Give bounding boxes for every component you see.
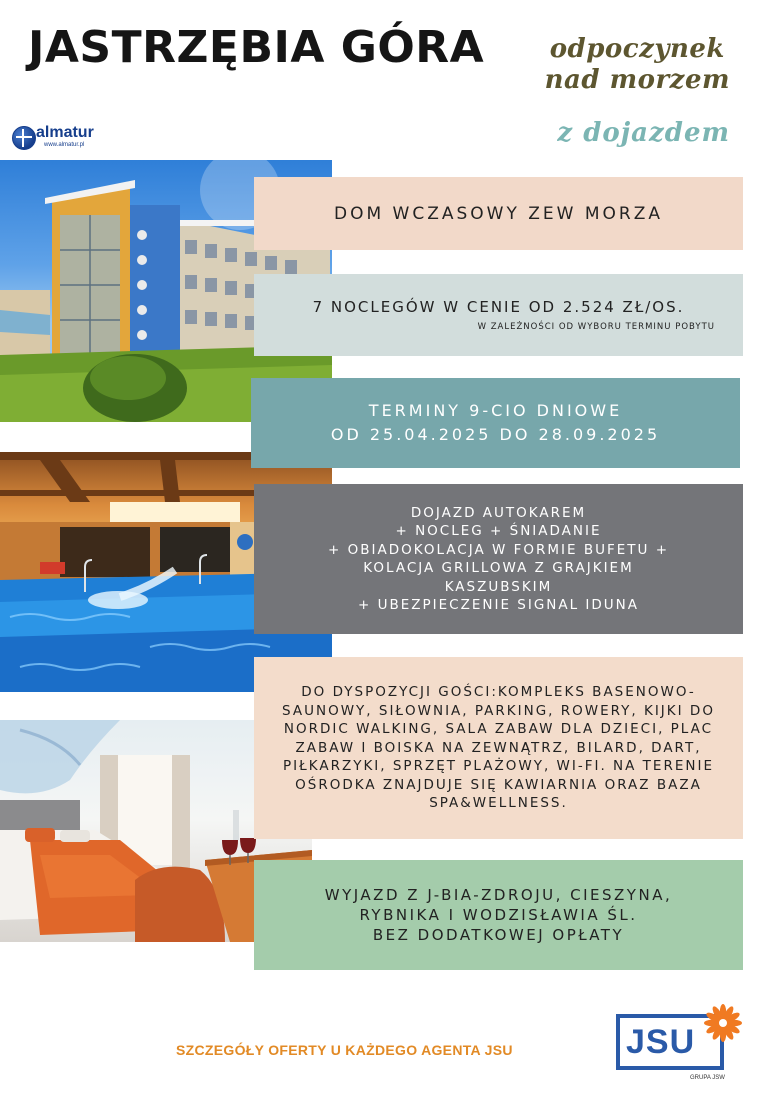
- includes-line: + OBIADOKOLACJA W FORMIE BUFETU +: [327, 541, 670, 558]
- almatur-url: www.almatur.pl: [44, 142, 85, 148]
- price-note: W ZALEŻNOŚCI OD WYBORU TERMINU POBYTU: [477, 322, 715, 332]
- jsu-logo: [616, 1004, 742, 1084]
- globe-icon: [12, 126, 36, 150]
- dates-line-1: TERMINY 9-CIO DNIOWE: [368, 401, 623, 420]
- jsu-logo-sub: GRUPA JSW: [690, 1075, 725, 1081]
- departure-line: RYBNIKA I WODZISŁAWIA ŚL.: [359, 906, 638, 924]
- price-box: [254, 274, 743, 356]
- dates-box: [251, 378, 740, 468]
- almatur-wordmark: almatur: [36, 124, 94, 141]
- amenities-box: [254, 657, 743, 839]
- departure-box: [254, 860, 743, 970]
- almatur-logo: [12, 124, 102, 150]
- price-main: 7 NOCLEGÓW W CENIE OD 2.524 ZŁ/OS.: [312, 298, 685, 316]
- jsu-logo-letters: JSU: [626, 1023, 696, 1061]
- tagline-transport: z dojazdem: [557, 118, 730, 148]
- includes-line: KOLACJA GRILLOWA Z GRAJKIEM: [363, 560, 634, 576]
- departure-line: BEZ DODATKOWEJ OPŁATY: [372, 926, 625, 944]
- tagline-line-2: nad morzem: [544, 65, 730, 95]
- tagline: [545, 34, 730, 96]
- amenities-text: DO DYSPOZYCJI GOŚCI:KOMPLEKS BASENOWO-SAUNOWY, SIŁOWNIA, PARKING, ROWERY, KIJKI DO NORDIC WALKING, SALA ZABAW DLA DZIECI, PLAC ZABAW I BOISKA NA ZEWNĄTRZ, BILARD, DART, PIŁKARZYKI, SPRZĘT PLAŻOWY, WI-FI. NA TERENIE OŚRODKA ZNAJDUJE SIĘ KAWIARNIA ORAZ BAZA SPA&WELLNESS.: [282, 684, 715, 812]
- departure-line: WYJAZD Z J-BIA-ZDROJU, CIESZYNA,: [324, 886, 673, 904]
- includes-box: [254, 484, 743, 634]
- page-title: JASTRZĘBIA GÓRA: [28, 22, 485, 73]
- offer-name: DOM WCZASOWY ZEW MORZA: [333, 203, 663, 224]
- flower-icon: [704, 1004, 742, 1042]
- includes-line: DOJAZD AUTOKAREM: [410, 504, 587, 521]
- offer-name-box: [254, 177, 743, 250]
- includes-line: + NOCLEG + ŚNIADANIE: [395, 523, 602, 539]
- dates-line-2: OD 25.04.2025 DO 28.09.2025: [330, 425, 661, 444]
- tagline-line-1: odpoczynek: [549, 34, 725, 64]
- includes-line: KASZUBSKIM: [444, 578, 553, 595]
- footer-agent-note: SZCZEGÓŁY OFERTY U KAŻDEGO AGENTA JSU: [176, 1042, 513, 1058]
- includes-line: + UBEZPIECZENIE SIGNAL IDUNA: [357, 597, 640, 613]
